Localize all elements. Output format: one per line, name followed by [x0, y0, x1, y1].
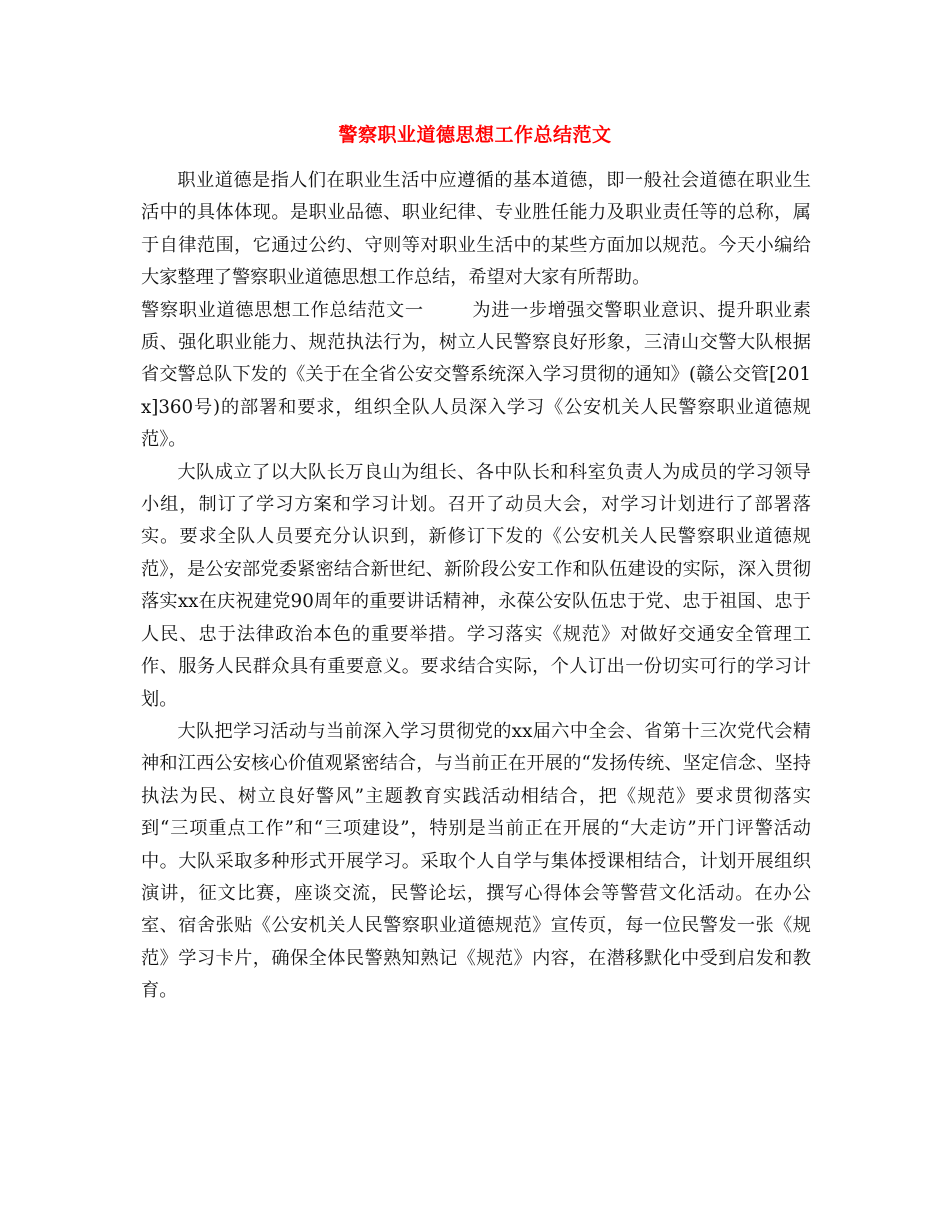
- paragraph-2: 大队成立了以大队长万良山为组长、各中队长和科室负责人为成员的学习领导小组，制订了学习方案和学习计划。召开了动员大会，对学习计划进行了部署落实。要求全队人员要充分认识到，新修订下发的《公安机关人民警察职业道德规范》，是公安部党委紧密结合新世纪、新阶段公安工作和队伍建设的实际，深入贯彻落实xx在庆祝建党90周年的重要讲话精神，永葆公安队伍忠于党、忠于祖国、忠于人民、忠于法律政治本色的重要举措。学习落实《规范》对做好交通安全管理工作、服务人民群众具有重要意义。要求结合实际，个人订出一份切实可行的学习计划。: [141, 461, 811, 710]
- document-body: [141, 165, 811, 1008]
- paragraph-3: 大队把学习活动与当前深入学习贯彻党的xx届六中全会、省第十三次党代会精神和江西公安核心价值观紧密结合，与当前正在开展的“发扬传统、坚定信念、坚持执法为民、树立良好警风”主题教育实践活动相结合，把《规范》要求贯彻落实到“三项重点工作”和“三项建设”，特别是当前正在开展的“大走访”开门评警活动中。大队采取多种形式开展学习。采取个人自学与集体授课相结合，计划开展组织演讲，征文比赛，座谈交流，民警论坛，撰写心得体会等警营文化活动。在办公室、宿舍张贴《公安机关人民警察职业道德规范》宣传页，每一位民警发一张《规范》学习卡片，确保全体民警熟知熟记《规范》内容，在潜移默化中受到启发和教育。: [141, 720, 811, 1002]
- section-heading: 警察职业道德思想工作总结范文一: [141, 299, 424, 321]
- section-one-paragraph: [141, 295, 811, 457]
- intro-paragraph: 职业道德是指人们在职业生活中应遵循的基本道德，即一般社会道德在职业生活中的具体体现。是职业品德、职业纪律、专业胜任能力及职业责任等的总称，属于自律范围，它通过公约、守则等对职业生活中的某些方面加以规范。今天小编给大家整理了警察职业道德思想工作总结，希望对大家有所帮助。: [141, 170, 811, 289]
- document-title: 警察职业道德思想工作总结范文: [338, 124, 612, 146]
- section-intro-text: 为进一步增强交警职业意识、提升职业素质、强化职业能力、规范执法行为，树立人民警察良好形象，三清山交警大队根据省交警总队下发的《关于在全省公安交警系统深入学习贯彻的通知》(赣公交管[201x]360号)的部署和要求，组织全队人员深入学习《公安机关人民警察职业道德规范》。: [141, 299, 811, 451]
